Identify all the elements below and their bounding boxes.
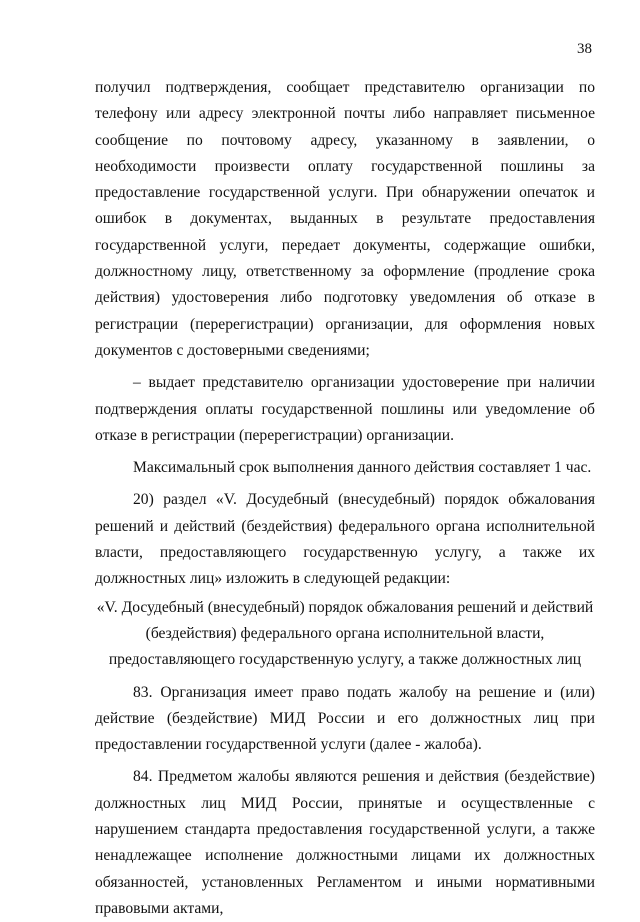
section-title-line-2: (бездействия) федерального органа исполнительной власти,	[145, 624, 545, 642]
section-title-line-3: предоставляющего государственную услугу, а также должностных лиц	[108, 651, 582, 669]
paragraph-item-84: 84. Предметом жалобы являются решения и действия (бездействие) должностных лиц МИД России, принятые и осуществленные с нарушением стандарта предоставления государственной услуги, а также ненадлежащее исполнение должностными лицами их должностных обязанностей, установленных Регламентом и иными нормативными правовыми актами,	[95, 768, 595, 917]
document-body	[95, 75, 595, 922]
page-number: 38	[577, 41, 592, 57]
section-title-line-1: «V. Досудебный (внесудебный) порядок обжалования решений и действий	[96, 598, 594, 616]
paragraph-max-time: Максимальный срок выполнения данного действия составляет 1 час.	[133, 459, 592, 477]
paragraph-continuation: получил подтверждения, сообщает представителю организации по телефону или адресу электронной почты либо направляет письменное сообщение по почтовому адресу, указанному в заявлении, о необходимости произвести оплату государственной пошлины за предоставление государственной услуги. При обнаружении опечаток и ошибок в документах, выданных в результате предоставления государственной услуги, передает документы, содержащие ошибки, должностному лицу, ответственному за оформление (продление срока действия) удостоверения либо подготовку уведомления об отказе в регистрации (перерегистрации) организации, для оформления новых документов с достоверными сведениями;	[95, 79, 595, 359]
paragraph-issue-certificate: – выдает представителю организации удостоверение при наличии подтверждения оплаты государственной пошлины или уведомление об отказе в регистрации (перерегистрации) организации.	[95, 374, 595, 444]
paragraph-section-20: 20) раздел «V. Досудебный (внесудебный) порядок обжалования решений и действий (бездействия) федерального органа исполнительной власти, предоставляющего государственную услугу, а также их должностных лиц» изложить в следующей редакции:	[95, 491, 595, 588]
paragraph-item-83: 83. Организация имеет право подать жалобу на решение и (или) действие (бездействие) МИД России и его должностных лиц при предоставлении государственной услуги (далее - жалоба).	[95, 683, 595, 754]
section-title	[95, 595, 595, 674]
